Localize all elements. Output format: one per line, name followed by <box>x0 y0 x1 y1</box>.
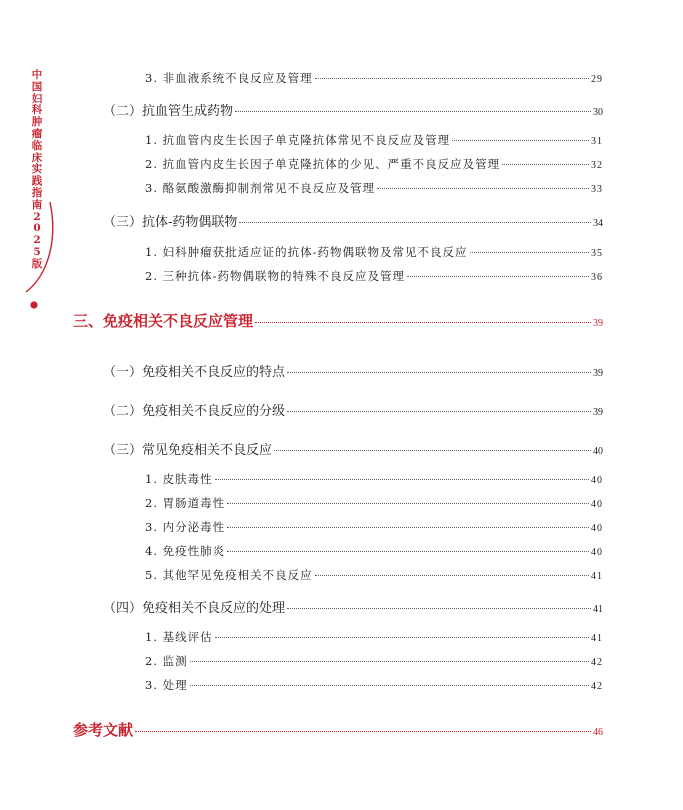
toc-entry-label: （三）抗体-药物偶联物 <box>103 215 238 230</box>
toc-entry[interactable] <box>145 495 603 511</box>
toc-entry[interactable] <box>145 653 603 669</box>
toc-entry-label: 5. 其他罕见免疫相关不良反应 <box>145 568 313 582</box>
toc-entry-label: 3. 酪氨酸激酶抑制剂常见不良反应及管理 <box>145 181 376 195</box>
toc-page-number: 42 <box>591 681 603 692</box>
toc-entry-label: 三、免疫相关不良反应管理 <box>73 312 254 330</box>
toc-entry-label: （二）抗血管生成药物 <box>103 104 234 119</box>
toc-dot-leader <box>470 252 589 253</box>
toc-page-number: 40 <box>591 499 603 510</box>
toc-dot-leader <box>407 276 589 277</box>
toc-entry-label: 参考文献 <box>73 721 134 739</box>
toc-dot-leader <box>287 411 591 412</box>
toc-entry-label: 2. 监测 <box>145 654 188 668</box>
toc-entry-label: （二）免疫相关不良反应的分级 <box>103 404 286 419</box>
toc-dot-leader <box>502 164 589 165</box>
toc-entry[interactable] <box>145 70 603 86</box>
toc-entry[interactable] <box>145 519 603 535</box>
toc-entry[interactable] <box>145 132 603 148</box>
toc-page-number: 41 <box>593 604 603 615</box>
toc-dot-leader <box>227 503 589 504</box>
toc-dot-leader <box>215 479 589 480</box>
toc-entry-label: 2. 三种抗体-药物偶联物的特殊不良反应及管理 <box>145 269 406 283</box>
toc-page-number: 40 <box>593 446 603 457</box>
toc-entry[interactable] <box>145 677 603 693</box>
toc-dot-leader <box>190 661 589 662</box>
toc-entry-label: 1. 妇科肿瘤获批适应证的抗体-药物偶联物及常见不良反应 <box>145 245 468 259</box>
toc-entry-label: （一）免疫相关不良反应的特点 <box>103 365 286 380</box>
toc-dot-leader <box>215 637 589 638</box>
toc-entry[interactable] <box>145 629 603 645</box>
toc-page-number: 31 <box>591 136 603 147</box>
toc-page-number: 39 <box>593 407 603 418</box>
side-running-title: 中国妇科肿瘤临床实践指南2025版 <box>31 69 43 270</box>
toc-entry-label: 1. 抗血管内皮生长因子单克隆抗体常见不良反应及管理 <box>145 133 451 147</box>
toc-page-number: 30 <box>593 107 603 118</box>
toc-entry[interactable] <box>103 361 603 380</box>
toc-entry-label: 2. 抗血管内皮生长因子单克隆抗体的少见、严重不良反应及管理 <box>145 157 501 171</box>
toc-entry[interactable] <box>103 400 603 419</box>
toc-entry-label: 4. 免疫性肺炎 <box>145 544 226 558</box>
toc-dot-leader <box>274 450 591 451</box>
toc-entry-label: 2. 胃肠道毒性 <box>145 496 226 510</box>
toc-entry[interactable] <box>145 244 603 260</box>
toc-dot-leader <box>315 78 589 79</box>
toc-entry[interactable] <box>145 567 603 583</box>
toc-page-number: 41 <box>591 633 603 644</box>
toc-dot-leader <box>287 372 591 373</box>
toc-entry[interactable] <box>145 268 603 284</box>
toc-dot-leader <box>315 575 589 576</box>
toc-entry[interactable] <box>103 100 603 119</box>
toc-page-number: 46 <box>593 727 603 738</box>
toc-dot-leader <box>452 140 589 141</box>
toc-entry[interactable] <box>145 156 603 172</box>
toc-entry-label: （三）常见免疫相关不良反应 <box>103 443 273 458</box>
toc-dot-leader <box>190 685 589 686</box>
toc-page-number: 40 <box>591 475 603 486</box>
toc-chapter-entry[interactable] <box>73 310 603 331</box>
toc-page-number: 39 <box>593 368 603 379</box>
toc-entry[interactable] <box>145 543 603 559</box>
toc-entry-label: 3. 非血液系统不良反应及管理 <box>145 71 313 85</box>
toc-entry[interactable] <box>103 439 603 458</box>
toc-entry[interactable] <box>145 471 603 487</box>
toc-chapter-entry[interactable] <box>73 719 603 740</box>
toc-entry-label: 3. 处理 <box>145 678 188 692</box>
toc-page-number: 40 <box>591 547 603 558</box>
toc-entry[interactable] <box>103 597 603 616</box>
toc-page-number: 33 <box>591 184 603 195</box>
toc-page-number: 36 <box>591 272 603 283</box>
toc-entry-label: （四）免疫相关不良反应的处理 <box>103 601 286 616</box>
toc-page-number: 40 <box>591 523 603 534</box>
toc-dot-leader <box>377 188 589 189</box>
toc-entry[interactable] <box>103 211 603 230</box>
toc-dot-leader <box>255 322 591 323</box>
toc-dot-leader <box>227 527 589 528</box>
toc-dot-leader <box>287 608 591 609</box>
toc-dot-leader <box>235 111 591 112</box>
side-decorative-arc <box>18 200 58 310</box>
toc-page-number: 29 <box>591 74 603 85</box>
toc-entry-label: 1. 皮肤毒性 <box>145 472 213 486</box>
toc-page-number: 39 <box>593 318 603 329</box>
toc-dot-leader <box>239 222 591 223</box>
toc-page-number: 41 <box>591 571 603 582</box>
toc-page-number: 35 <box>591 248 603 259</box>
toc-dot-leader <box>135 731 591 732</box>
toc-dot-leader <box>227 551 589 552</box>
toc-page-number: 42 <box>591 657 603 668</box>
toc-page-number: 34 <box>593 218 603 229</box>
toc-page-number: 32 <box>591 160 603 171</box>
toc-entry-label: 3. 内分泌毒性 <box>145 520 226 534</box>
toc-entry-label: 1. 基线评估 <box>145 630 213 644</box>
toc-entry[interactable] <box>145 180 603 196</box>
